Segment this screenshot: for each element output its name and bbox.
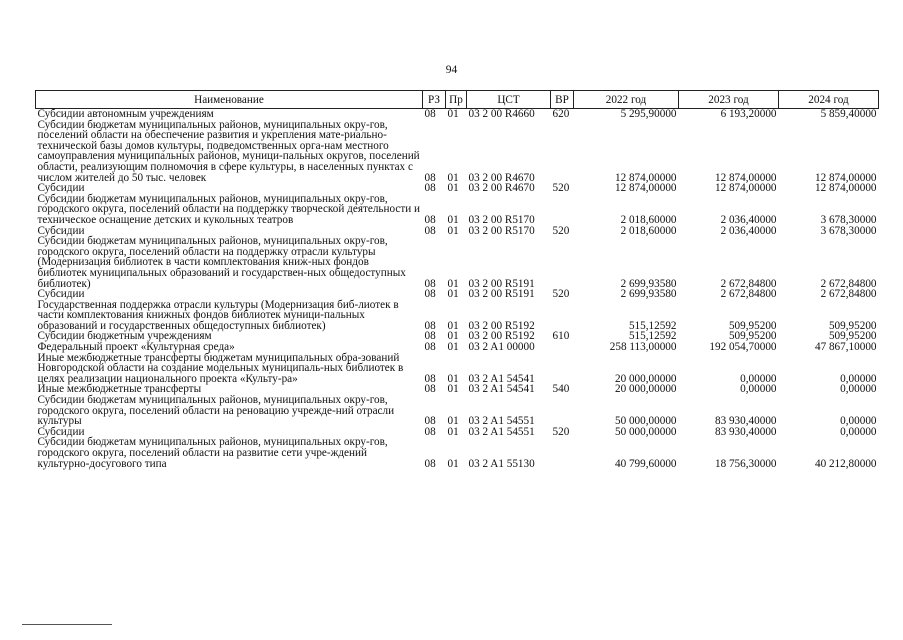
row-pr: 01 (447, 288, 459, 301)
row-pr: 01 (447, 415, 459, 428)
row-2024: 0,00000 (840, 425, 877, 438)
page-number: 94 (445, 64, 458, 76)
row-pr: 01 (447, 224, 459, 237)
row-2024: 509,95200 (828, 319, 877, 332)
footnote-divider (22, 624, 112, 625)
row-2023: 2 672,84800 (720, 288, 777, 301)
row-name: Субсидии (37, 288, 85, 301)
row-cst: 03 2 A1 54541 (468, 372, 535, 385)
row-2024: 0,00000 (840, 383, 877, 396)
row-pr: 01 (447, 425, 459, 438)
row-2024: 0,00000 (840, 415, 877, 428)
row-vr (551, 236, 574, 289)
row-cst: 03 2 00 R5170 (468, 224, 535, 237)
row-rz: 08 (424, 108, 436, 120)
row-name: Субсидии бюджетам муниципальных районов, муниципальных окру-гов, городского округа, поселений области на поддержку творческой деятельности и техническое оснащение детских и кукольных театров (37, 192, 420, 226)
row-pr: 01 (447, 277, 459, 290)
row-2022: 2 018,60000 (620, 224, 677, 237)
row-2024: 509,95200 (828, 330, 877, 343)
row-rz: 08 (424, 415, 436, 428)
row-2024: 40 212,80000 (814, 457, 877, 470)
row-rz: 08 (424, 457, 436, 470)
row-2024: 0,00000 (840, 372, 877, 385)
table-header-row (36, 91, 879, 109)
row-2023: 12 874,00000 (714, 171, 777, 184)
row-2022: 2 018,60000 (620, 213, 677, 226)
row-name: Федеральный проект «Культурная среда» (37, 341, 235, 354)
row-2023: 0,00000 (740, 372, 777, 385)
row-2022: 5 295,90000 (620, 108, 677, 120)
row-name: Субсидии бюджетным учреждениям (37, 330, 212, 343)
row-pr: 01 (447, 457, 459, 470)
row-2023: 83 930,40000 (714, 425, 777, 438)
row-2023: 18 756,30000 (714, 457, 777, 470)
row-cst: 03 2 A1 55130 (468, 457, 535, 470)
row-cst: 03 2 00 R4670 (468, 182, 535, 195)
row-cst: 03 2 A1 00000 (468, 341, 535, 354)
row-cst: 03 2 00 R5192 (468, 330, 535, 343)
row-2023: 83 930,40000 (714, 415, 777, 428)
row-name: Субсидии (37, 182, 85, 195)
row-2023: 2 036,40000 (720, 213, 777, 226)
table-row (36, 194, 879, 226)
table-row (36, 437, 879, 469)
row-cst: 03 2 00 R4670 (468, 171, 535, 184)
header-name: Наименование (36, 91, 423, 109)
row-vr: 620 (552, 108, 570, 120)
row-2022: 50 000,00000 (614, 415, 677, 428)
row-pr: 01 (447, 182, 459, 195)
row-cst: 03 2 A1 54551 (468, 425, 535, 438)
row-vr (551, 342, 574, 353)
row-name: Государственная поддержка отрасли культуры (Модернизация биб-лиотек в части комплектования книжных фондов библиотек муници-пальных образований и государственных общедоступных библиотек) (37, 298, 399, 332)
row-2023: 0,00000 (740, 383, 777, 396)
row-rz: 08 (424, 288, 436, 301)
row-2023: 12 874,00000 (714, 182, 777, 195)
header-rz: РЗ (423, 91, 446, 109)
row-2022: 50 000,00000 (614, 425, 677, 438)
row-cst: 03 2 A1 54551 (468, 415, 535, 428)
row-name: Субсидии (37, 224, 85, 237)
header-2024: 2024 год (779, 91, 879, 109)
row-pr: 01 (447, 372, 459, 385)
budget-table (35, 90, 879, 469)
row-vr (551, 437, 574, 469)
row-cst: 03 2 A1 54541 (468, 383, 535, 396)
row-cst: 03 2 00 R5191 (468, 277, 535, 290)
table-row (36, 236, 879, 289)
row-rz: 08 (424, 341, 436, 354)
row-2022: 258 113,00000 (609, 341, 677, 354)
row-rz: 08 (424, 224, 436, 237)
row-vr: 520 (552, 288, 570, 301)
row-2024: 47 867,10000 (814, 341, 877, 354)
row-vr: 520 (552, 182, 570, 195)
row-2024: 3 678,30000 (820, 224, 877, 237)
row-2022: 515,12592 (628, 330, 677, 343)
row-cst: 03 2 00 R4660 (468, 108, 535, 120)
row-name: Субсидии бюджетам муниципальных районов, муниципальных окру-гов, городского округа, поселений области на поддержку отрасли культуры (Модернизация библиотек в части комплектования книж-ных фондов библиотек муниципальных образований и государствен-ных общедоступных библиотек) (37, 235, 406, 290)
row-cst: 03 2 00 R5170 (468, 213, 535, 226)
row-pr: 01 (447, 108, 459, 120)
row-pr: 01 (447, 213, 459, 226)
row-2022: 40 799,60000 (614, 457, 677, 470)
row-rz: 08 (424, 171, 436, 184)
row-2024: 2 672,84800 (820, 288, 877, 301)
row-pr: 01 (447, 341, 459, 354)
header-vr: ВР (551, 91, 574, 109)
row-name: Субсидии автономным учреждениям (37, 108, 214, 120)
row-rz: 08 (424, 319, 436, 332)
table-row (36, 120, 879, 184)
row-name: Субсидии бюджетам муниципальных районов, муниципальных окру-гов, поселений области на обеспечение развития и укрепления мате-риально-технической базы домов культуры, подведомственных орга-нам местного самоуправления муниципальных районов, муници-пальных округов, поселений области, реализующим полномочия в сфере культуры, в населенных пунктах с числом жителей до 50 тыс. человек (37, 118, 420, 184)
row-2023: 6 193,20000 (720, 108, 777, 120)
row-pr: 01 (447, 330, 459, 343)
row-pr: 01 (447, 171, 459, 184)
row-vr: 520 (552, 425, 570, 438)
row-rz: 08 (424, 372, 436, 385)
row-rz: 08 (424, 330, 436, 343)
row-vr (551, 353, 574, 385)
row-vr (551, 120, 574, 184)
row-2022: 20 000,00000 (614, 372, 677, 385)
row-2024: 3 678,30000 (820, 213, 877, 226)
row-2024: 12 874,00000 (814, 171, 877, 184)
row-cst: 03 2 00 R5191 (468, 288, 535, 301)
row-2024: 12 874,00000 (814, 182, 877, 195)
table-row (36, 353, 879, 385)
row-name: Субсидии бюджетам муниципальных районов, муниципальных окру-гов, городского округа, поселений области на реновацию учрежде-ний отрасли культуры (37, 394, 395, 428)
row-2024: 2 672,84800 (820, 277, 877, 290)
row-2022: 12 874,00000 (614, 182, 677, 195)
header-2022: 2022 год (574, 91, 679, 109)
row-pr: 01 (447, 319, 459, 332)
row-rz: 08 (424, 182, 436, 195)
row-name: Субсидии (37, 425, 85, 438)
row-rz: 08 (424, 213, 436, 226)
row-rz: 08 (424, 277, 436, 290)
header-pr: Пр (446, 91, 467, 109)
row-pr: 01 (447, 383, 459, 396)
row-rz: 08 (424, 383, 436, 396)
row-2023: 509,95200 (728, 330, 777, 343)
header-2023: 2023 год (679, 91, 779, 109)
row-name: Иные межбюджетные трансферты (37, 383, 202, 396)
row-vr (551, 194, 574, 226)
header-cst: ЦСТ (467, 91, 551, 109)
row-cst: 03 2 00 R5192 (468, 319, 535, 332)
row-2023: 2 036,40000 (720, 224, 777, 237)
row-2023: 509,95200 (728, 319, 777, 332)
row-vr: 540 (552, 383, 570, 396)
row-2024: 5 859,40000 (820, 108, 877, 120)
row-name: Иные межбюджетные трансферты бюджетам муниципальных обра-зований Новгородской области на создание модельных муниципаль-ных библиотек в целях реализации национального проекта «Культу-ра» (37, 351, 404, 385)
row-2022: 12 874,00000 (614, 171, 677, 184)
row-2022: 2 699,93580 (620, 277, 677, 290)
row-2022: 515,12592 (628, 319, 677, 332)
table-row (36, 395, 879, 427)
row-2023: 2 672,84800 (720, 277, 777, 290)
row-vr: 520 (552, 224, 570, 237)
table-row (36, 300, 879, 332)
row-vr (551, 395, 574, 427)
row-name: Субсидии бюджетам муниципальных районов, муниципальных окру-гов, городского округа, поселений области на развитие сети учре-ждений культурно-досугового типа (37, 436, 388, 470)
table-row (36, 109, 879, 120)
row-2023: 192 054,70000 (709, 341, 777, 354)
row-vr (551, 300, 574, 332)
row-2022: 20 000,00000 (614, 383, 677, 396)
row-vr: 610 (552, 330, 570, 343)
row-rz: 08 (424, 425, 436, 438)
row-2022: 2 699,93580 (620, 288, 677, 301)
